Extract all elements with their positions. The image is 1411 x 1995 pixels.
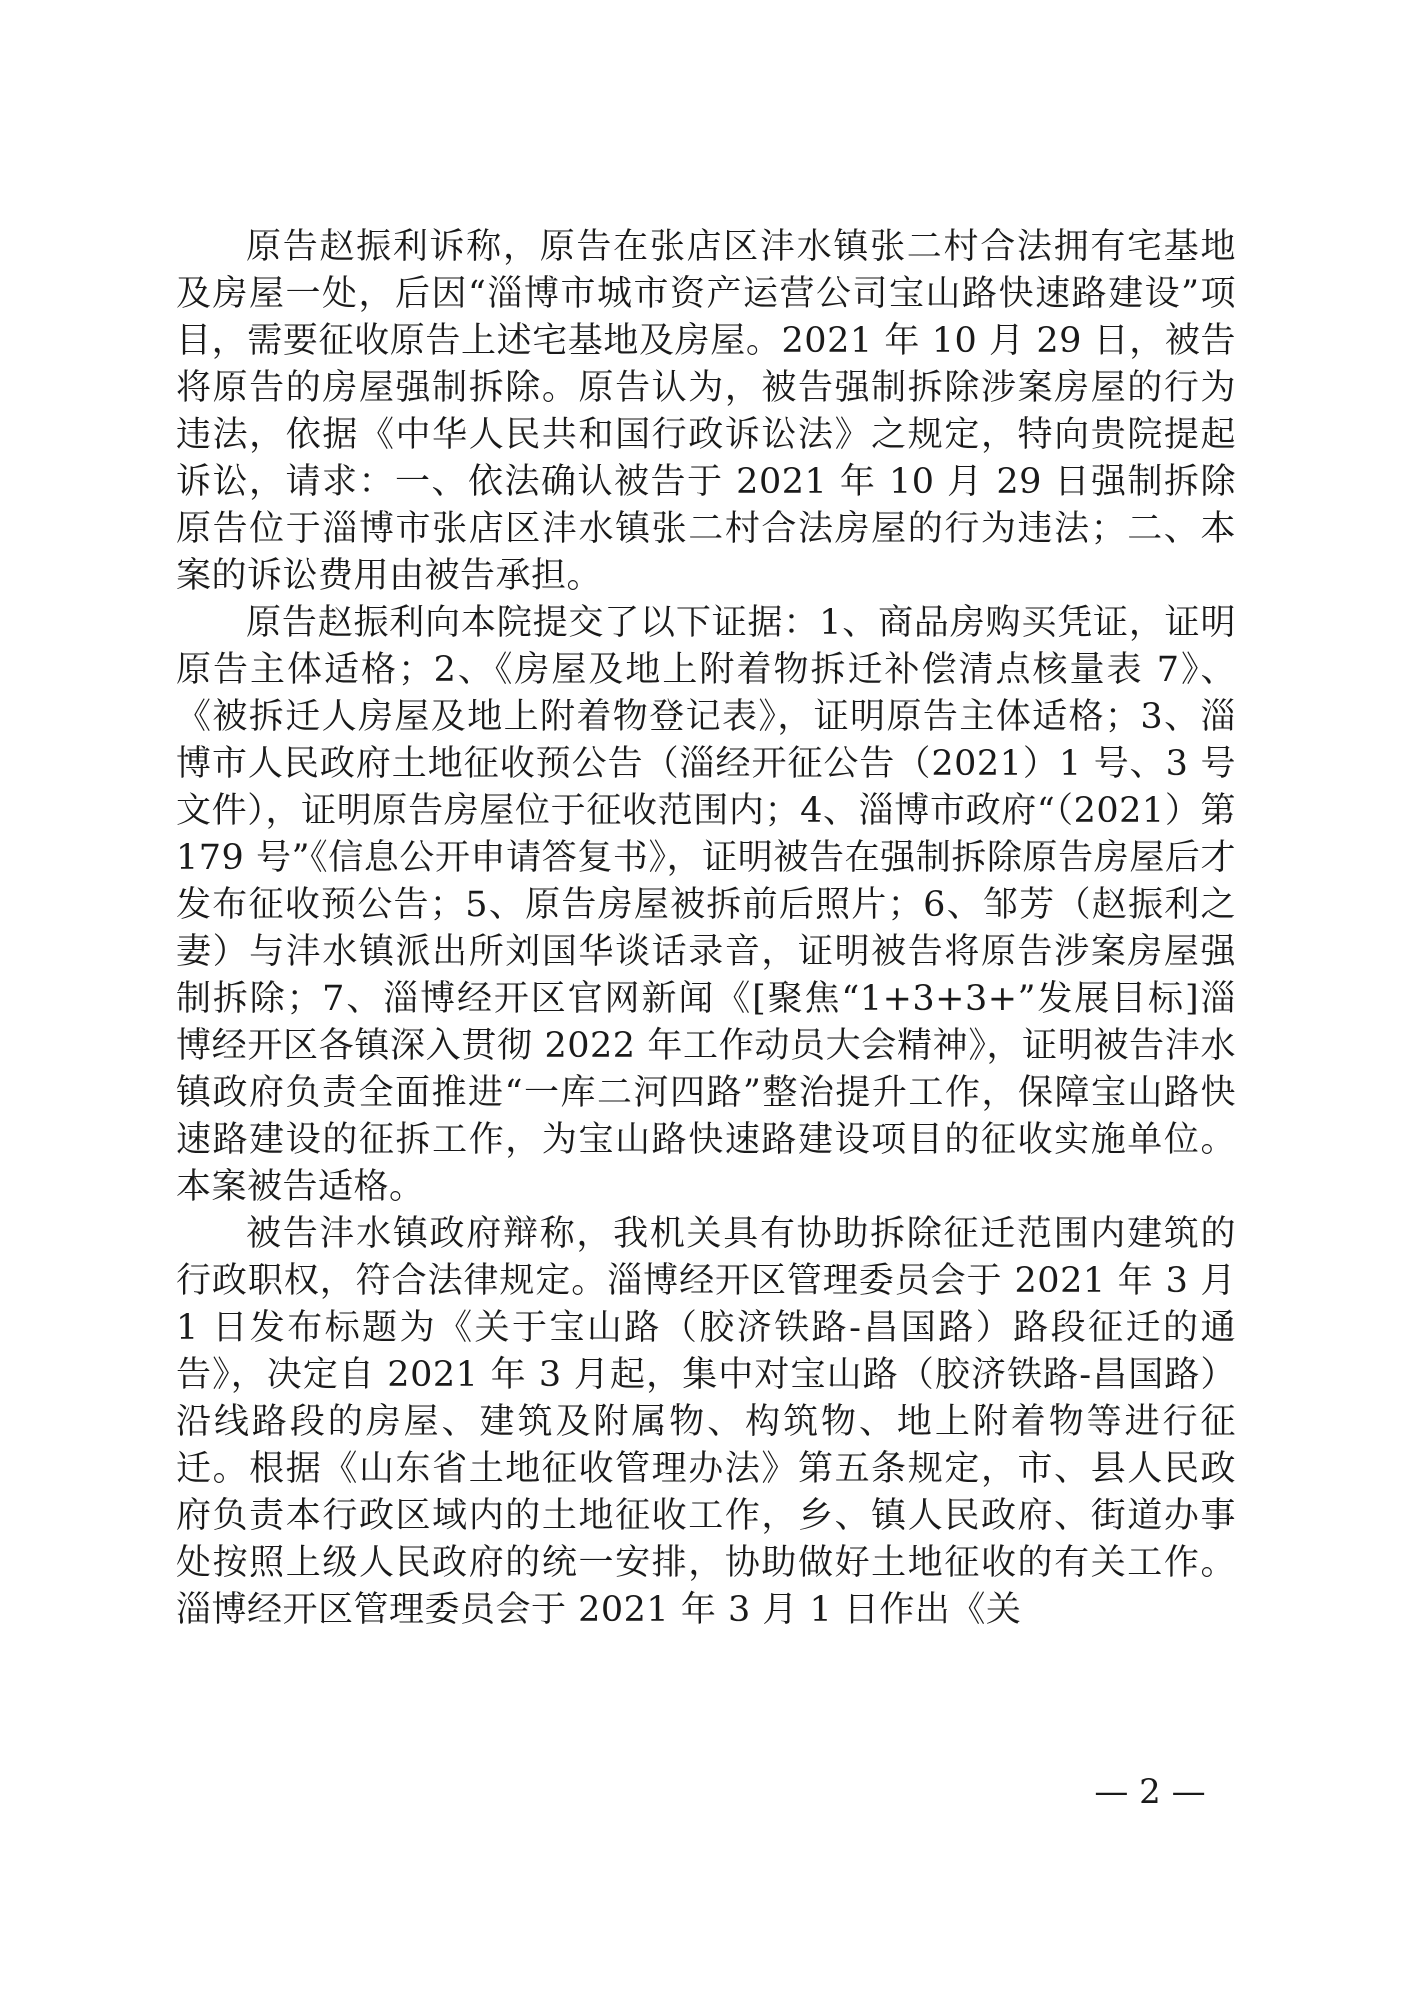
page-number: — 2 —: [1094, 1772, 1206, 1812]
paragraph-plaintiff-evidence: 原告赵振利向本院提交了以下证据：1、商品房购买凭证，证明原告主体适格；2、《房屋及地上附着物拆迁补偿清点核量表 7》、《被拆迁人房屋及地上附着物登记表》，证明原告主体适格；3、淄博市人民政府土地征收预公告（淄经开征公告（2021）1 号、3 号文件），证明原告房屋位于征收范围内；4、淄博市政府“（2021）第 179 号”《信息公开申请答复书》，证明被告在强制拆除原告房屋后才发布征收预公告；5、原告房屋被拆前后照片；6、邹芳（赵振利之妻）与沣水镇派出所刘国华谈话录音，证明被告将原告涉案房屋强制拆除；7、淄博经开区官网新闻《[聚焦“1+3+3+”发展目标]淄博经开区各镇深入贯彻 2022 年工作动员大会精神》，证明被告沣水镇政府负责全面推进“一库二河四路”整治提升工作，保障宝山路快速路建设的征拆工作，为宝山路快速路建设项目的征收实施单位。本案被告适格。: [176, 603, 1236, 1207]
paragraph-defendant-defense: 被告沣水镇政府辩称，我机关具有协助拆除征迁范围内建筑的行政职权，符合法律规定。淄博经开区管理委员会于 2021 年 3 月 1 日发布标题为《关于宝山路（胶济铁路-昌国路）路段征迁的通告》，决定自 2021 年 3 月起，集中对宝山路（胶济铁路-昌国路）沿线路段的房屋、建筑及附属物、构筑物、地上附着物等进行征迁。根据《山东省土地征收管理办法》第五条规定，市、县人民政府负责本行政区域内的土地征收工作，乡、镇人民政府、街道办事处按照上级人民政府的统一安排，协助做好土地征收的有关工作。淄博经开区管理委员会于 2021 年 3 月 1 日作出《关: [176, 1214, 1236, 1630]
paragraph-plaintiff-claim: 原告赵振利诉称，原告在张店区沣水镇张二村合法拥有宅基地及房屋一处，后因“淄博市城市资产运营公司宝山路快速路建设”项目，需要征收原告上述宅基地及房屋。2021 年 10 月 29 日，被告将原告的房屋强制拆除。原告认为，被告强制拆除涉案房屋的行为违法，依据《中华人民共和国行政诉讼法》之规定，特向贵院提起诉讼，请求：一、依法确认被告于 2021 年 10 月 29 日强制拆除原告位于淄博市张店区沣水镇张二村合法房屋的行为违法；二、本案的诉讼费用由被告承担。: [176, 227, 1236, 596]
document-body: [176, 224, 1236, 1634]
